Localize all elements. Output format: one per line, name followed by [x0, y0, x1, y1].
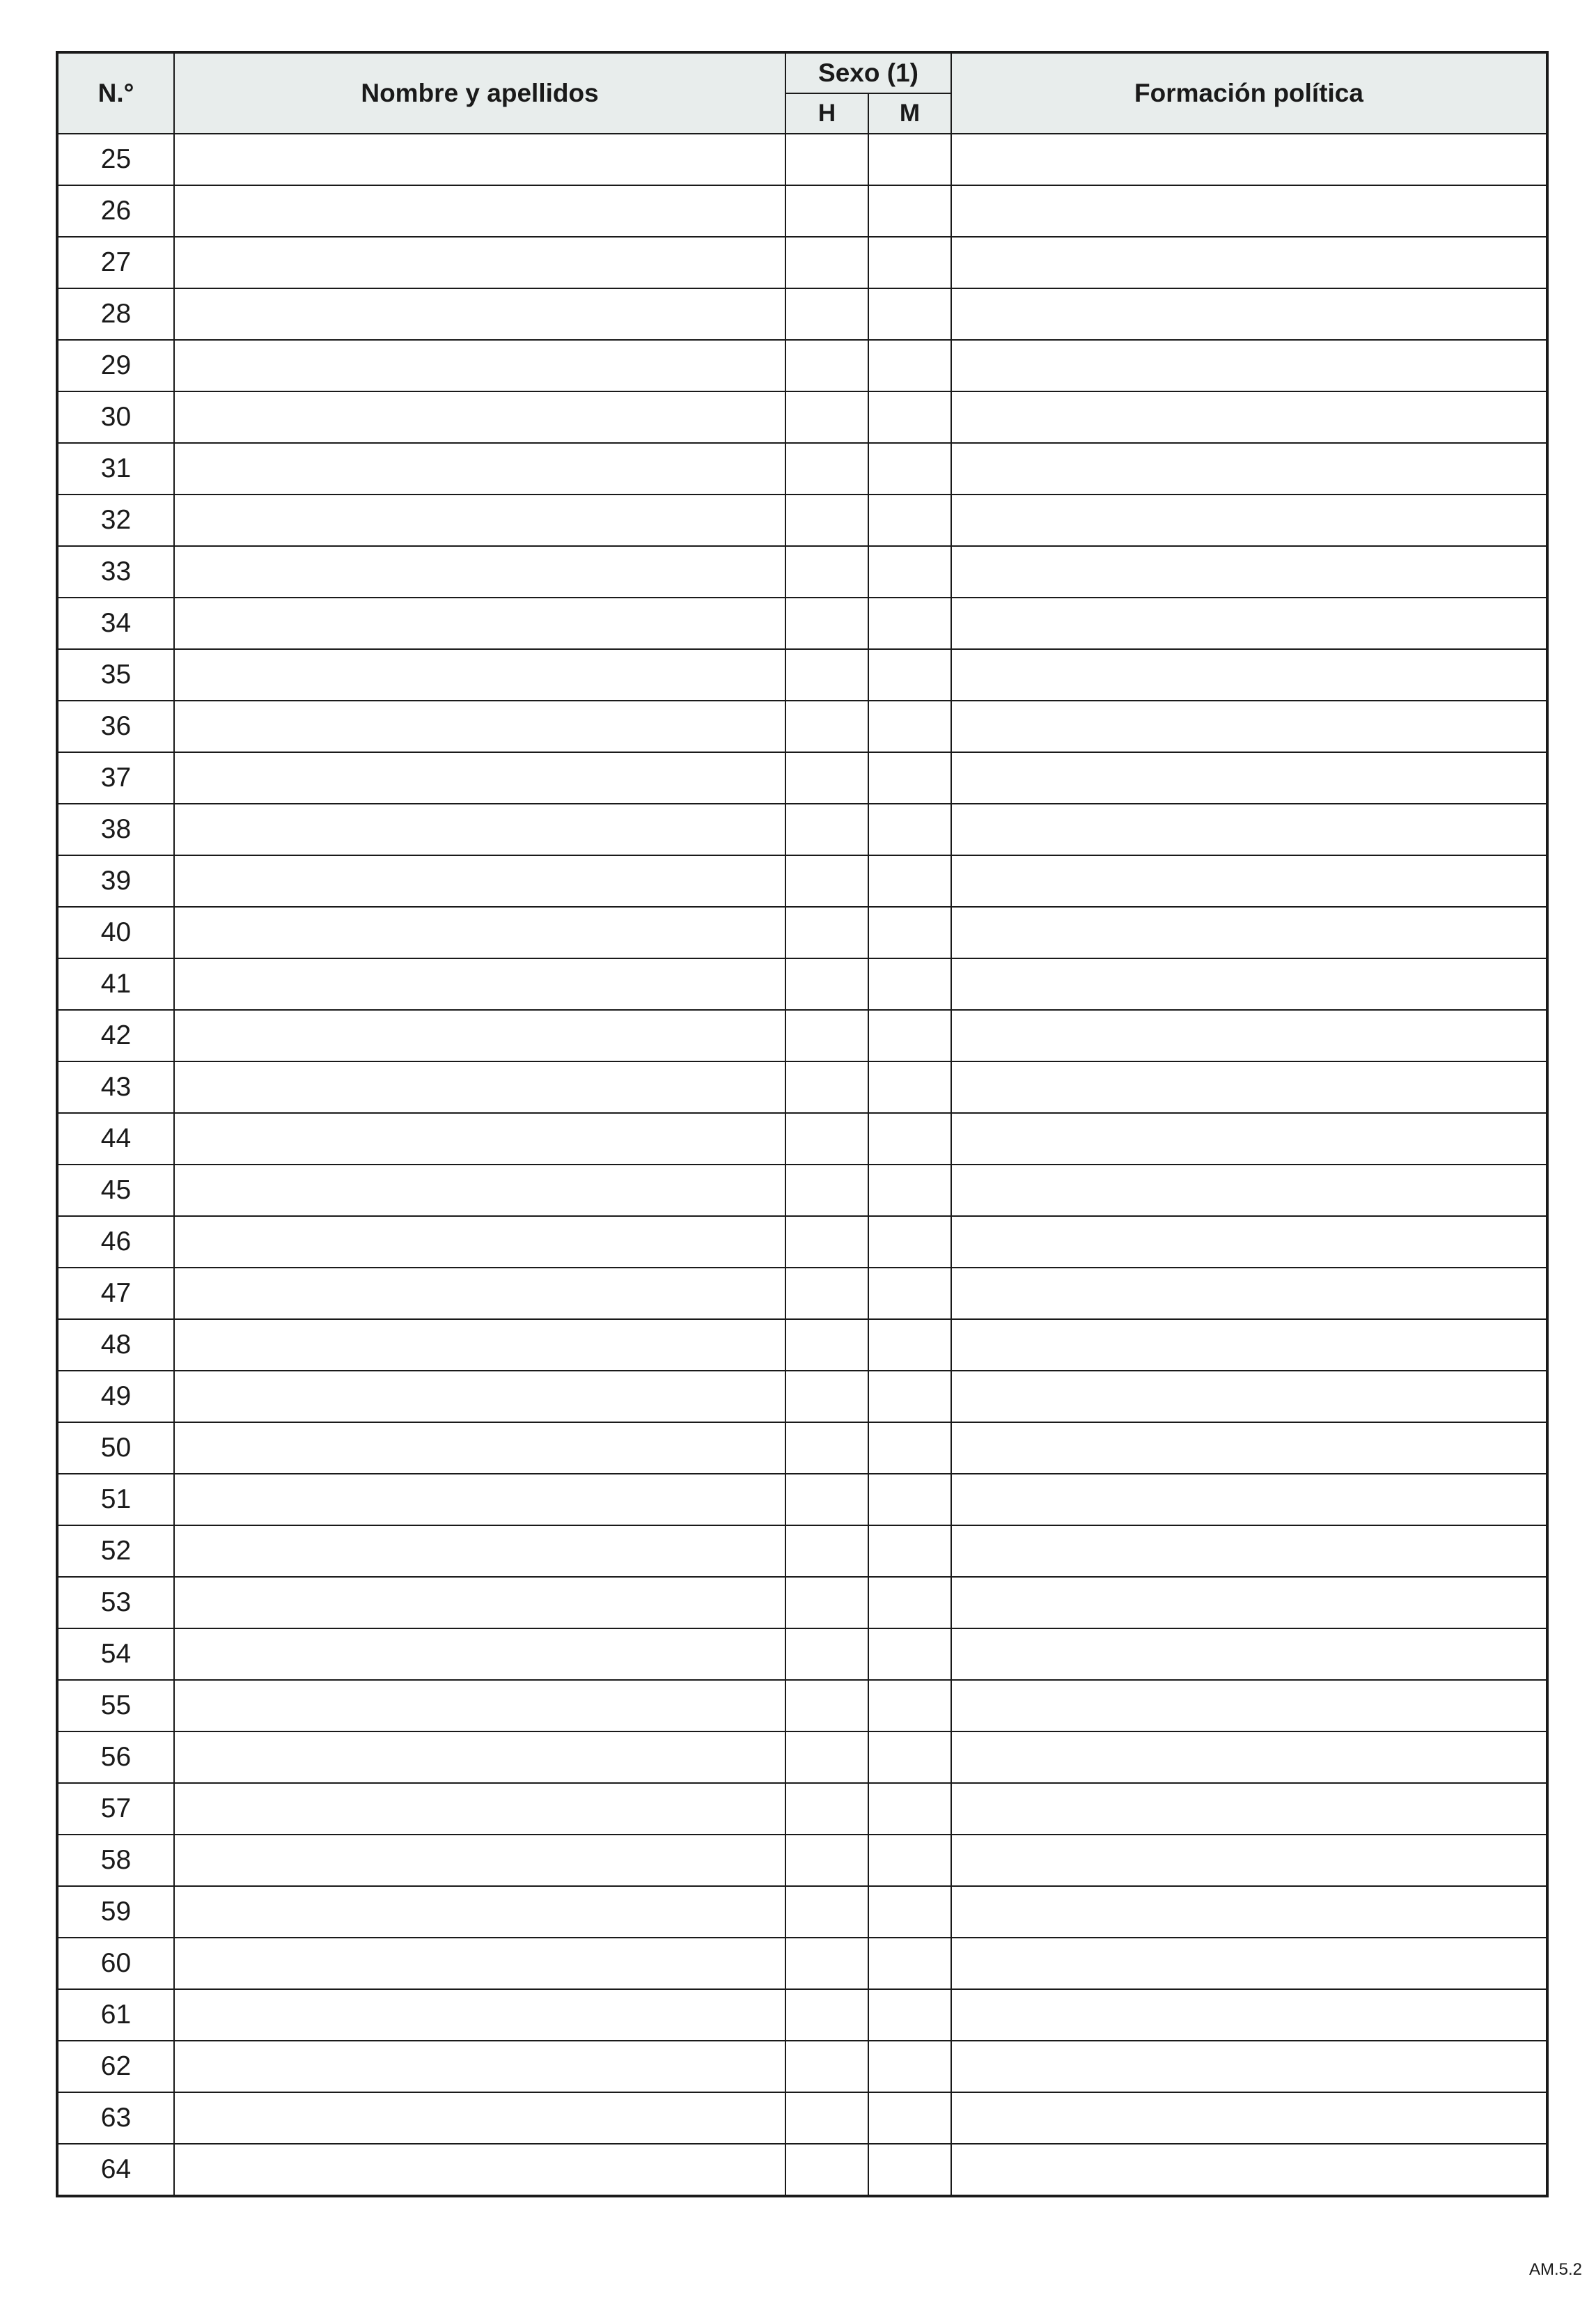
sex-m-cell[interactable] — [868, 443, 951, 495]
party-cell[interactable] — [951, 701, 1547, 752]
sex-h-cell[interactable] — [785, 1731, 868, 1783]
table-row — [57, 2092, 1547, 2144]
sex-m-cell[interactable] — [868, 1371, 951, 1422]
sex-h-cell[interactable] — [785, 1319, 868, 1371]
row-number: 47 — [57, 1268, 174, 1319]
table-row — [57, 1113, 1547, 1165]
sex-h-cell[interactable] — [785, 1680, 868, 1731]
party-cell[interactable] — [951, 598, 1547, 649]
sex-m-cell[interactable] — [868, 1268, 951, 1319]
party-cell[interactable] — [951, 907, 1547, 958]
table-row — [57, 804, 1547, 855]
row-number: 48 — [57, 1319, 174, 1371]
row-number: 51 — [57, 1474, 174, 1525]
name-cell[interactable] — [174, 495, 785, 546]
sex-h-cell[interactable] — [785, 340, 868, 391]
table-row — [57, 443, 1547, 495]
party-cell[interactable] — [951, 134, 1547, 185]
table-body — [57, 134, 1547, 2196]
party-cell[interactable] — [951, 1268, 1547, 1319]
sex-m-cell[interactable] — [868, 1731, 951, 1783]
sex-h-cell[interactable] — [785, 1010, 868, 1061]
row-number: 64 — [57, 2144, 174, 2196]
party-cell[interactable] — [951, 1577, 1547, 1628]
row-number: 34 — [57, 598, 174, 649]
row-number: 42 — [57, 1010, 174, 1061]
sex-m-cell[interactable] — [868, 958, 951, 1010]
party-cell[interactable] — [951, 1474, 1547, 1525]
name-cell[interactable] — [174, 237, 785, 288]
row-number: 30 — [57, 391, 174, 443]
table-row — [57, 1474, 1547, 1525]
sex-h-cell[interactable] — [785, 2092, 868, 2144]
table-row — [57, 855, 1547, 907]
sex-m-cell[interactable] — [868, 1319, 951, 1371]
sex-h-cell[interactable] — [785, 598, 868, 649]
row-number: 57 — [57, 1783, 174, 1835]
table-row — [57, 1938, 1547, 1989]
row-number: 28 — [57, 288, 174, 340]
name-cell[interactable] — [174, 804, 785, 855]
table-row — [57, 1422, 1547, 1474]
row-number: 43 — [57, 1061, 174, 1113]
sex-m-cell[interactable] — [868, 495, 951, 546]
row-number: 31 — [57, 443, 174, 495]
party-cell[interactable] — [951, 1938, 1547, 1989]
party-cell[interactable] — [951, 2092, 1547, 2144]
sex-m-cell[interactable] — [868, 804, 951, 855]
name-cell[interactable] — [174, 649, 785, 701]
sex-m-cell[interactable] — [868, 185, 951, 237]
sex-h-cell[interactable] — [785, 958, 868, 1010]
party-cell[interactable] — [951, 1731, 1547, 1783]
name-cell[interactable] — [174, 2144, 785, 2196]
sex-h-cell[interactable] — [785, 1474, 868, 1525]
header-sex-m: M — [868, 93, 951, 134]
name-cell[interactable] — [174, 1731, 785, 1783]
sex-m-cell[interactable] — [868, 1165, 951, 1216]
row-number: 63 — [57, 2092, 174, 2144]
row-number: 37 — [57, 752, 174, 804]
party-cell[interactable] — [951, 752, 1547, 804]
sex-m-cell[interactable] — [868, 2144, 951, 2196]
name-cell[interactable] — [174, 2041, 785, 2092]
row-number: 38 — [57, 804, 174, 855]
sex-h-cell[interactable] — [785, 237, 868, 288]
sex-m-cell[interactable] — [868, 1422, 951, 1474]
sex-m-cell[interactable] — [868, 1989, 951, 2041]
name-cell[interactable] — [174, 1783, 785, 1835]
sex-h-cell[interactable] — [785, 546, 868, 598]
form-code: AM.5.2 — [1528, 2260, 1582, 2279]
table-row — [57, 2144, 1547, 2196]
row-number: 62 — [57, 2041, 174, 2092]
party-cell[interactable] — [951, 2041, 1547, 2092]
party-cell[interactable] — [951, 1628, 1547, 1680]
row-number: 26 — [57, 185, 174, 237]
sex-h-cell[interactable] — [785, 1938, 868, 1989]
sex-h-cell[interactable] — [785, 443, 868, 495]
table-row — [57, 134, 1547, 185]
row-number: 29 — [57, 340, 174, 391]
table-row — [57, 237, 1547, 288]
row-number: 33 — [57, 546, 174, 598]
sex-m-cell[interactable] — [868, 598, 951, 649]
table-row — [57, 1165, 1547, 1216]
name-cell[interactable] — [174, 1835, 785, 1886]
table-row — [57, 1680, 1547, 1731]
table-row — [57, 546, 1547, 598]
name-cell[interactable] — [174, 288, 785, 340]
name-cell[interactable] — [174, 1886, 785, 1938]
party-cell[interactable] — [951, 1165, 1547, 1216]
row-number: 32 — [57, 495, 174, 546]
name-cell[interactable] — [174, 1525, 785, 1577]
party-cell[interactable] — [951, 2144, 1547, 2196]
sex-m-cell[interactable] — [868, 1938, 951, 1989]
row-number: 25 — [57, 134, 174, 185]
sex-h-cell[interactable] — [785, 1268, 868, 1319]
row-number: 58 — [57, 1835, 174, 1886]
table-row — [57, 1371, 1547, 1422]
header-sex-h: H — [785, 93, 868, 134]
table-row — [57, 1886, 1547, 1938]
sex-m-cell[interactable] — [868, 907, 951, 958]
row-number: 59 — [57, 1886, 174, 1938]
row-number: 46 — [57, 1216, 174, 1268]
sex-h-cell[interactable] — [785, 1577, 868, 1628]
table-row — [57, 1628, 1547, 1680]
table-row — [57, 598, 1547, 649]
party-cell[interactable] — [951, 1680, 1547, 1731]
row-number: 61 — [57, 1989, 174, 2041]
party-cell[interactable] — [951, 1010, 1547, 1061]
name-cell[interactable] — [174, 598, 785, 649]
table-row — [57, 1525, 1547, 1577]
sex-h-cell[interactable] — [785, 1216, 868, 1268]
sex-m-cell[interactable] — [868, 1474, 951, 1525]
sex-m-cell[interactable] — [868, 1783, 951, 1835]
sex-m-cell[interactable] — [868, 1113, 951, 1165]
name-cell[interactable] — [174, 185, 785, 237]
party-cell[interactable] — [951, 1061, 1547, 1113]
party-cell[interactable] — [951, 1886, 1547, 1938]
name-cell[interactable] — [174, 1577, 785, 1628]
party-cell[interactable] — [951, 1525, 1547, 1577]
party-cell[interactable] — [951, 237, 1547, 288]
name-cell[interactable] — [174, 2092, 785, 2144]
name-cell[interactable] — [174, 1371, 785, 1422]
party-cell[interactable] — [951, 855, 1547, 907]
party-cell[interactable] — [951, 1422, 1547, 1474]
sex-h-cell[interactable] — [785, 391, 868, 443]
name-cell[interactable] — [174, 1989, 785, 2041]
sex-h-cell[interactable] — [785, 1113, 868, 1165]
sex-h-cell[interactable] — [785, 752, 868, 804]
name-cell[interactable] — [174, 546, 785, 598]
sex-m-cell[interactable] — [868, 391, 951, 443]
table-row — [57, 1989, 1547, 2041]
party-cell[interactable] — [951, 288, 1547, 340]
table-row — [57, 701, 1547, 752]
sex-h-cell[interactable] — [785, 855, 868, 907]
sex-h-cell[interactable] — [785, 1835, 868, 1886]
header-party: Formación política — [951, 52, 1547, 134]
sex-m-cell[interactable] — [868, 2041, 951, 2092]
header-name: Nombre y apellidos — [174, 52, 785, 134]
row-number: 41 — [57, 958, 174, 1010]
name-cell[interactable] — [174, 1010, 785, 1061]
table-row — [57, 1061, 1547, 1113]
party-cell[interactable] — [951, 1113, 1547, 1165]
row-number: 45 — [57, 1165, 174, 1216]
name-cell[interactable] — [174, 134, 785, 185]
table-row — [57, 1010, 1547, 1061]
sex-m-cell[interactable] — [868, 1525, 951, 1577]
table-row — [57, 958, 1547, 1010]
sex-m-cell[interactable] — [868, 1061, 951, 1113]
table-row — [57, 1216, 1547, 1268]
sex-h-cell[interactable] — [785, 2144, 868, 2196]
sex-h-cell[interactable] — [785, 185, 868, 237]
table-row — [57, 649, 1547, 701]
sex-m-cell[interactable] — [868, 1886, 951, 1938]
sex-m-cell[interactable] — [868, 1680, 951, 1731]
sex-m-cell[interactable] — [868, 1216, 951, 1268]
header-number: N.° — [57, 52, 174, 134]
sex-h-cell[interactable] — [785, 701, 868, 752]
party-cell[interactable] — [951, 391, 1547, 443]
sex-h-cell[interactable] — [785, 134, 868, 185]
sex-m-cell[interactable] — [868, 1577, 951, 1628]
party-cell[interactable] — [951, 1783, 1547, 1835]
row-number: 49 — [57, 1371, 174, 1422]
name-cell[interactable] — [174, 1216, 785, 1268]
party-cell[interactable] — [951, 804, 1547, 855]
name-cell[interactable] — [174, 701, 785, 752]
name-cell[interactable] — [174, 907, 785, 958]
sex-m-cell[interactable] — [868, 2092, 951, 2144]
name-cell[interactable] — [174, 1938, 785, 1989]
row-number: 50 — [57, 1422, 174, 1474]
table-row — [57, 1319, 1547, 1371]
party-cell[interactable] — [951, 443, 1547, 495]
sex-m-cell[interactable] — [868, 1010, 951, 1061]
row-number: 35 — [57, 649, 174, 701]
row-number: 36 — [57, 701, 174, 752]
header-row-top — [57, 52, 1547, 93]
row-number: 40 — [57, 907, 174, 958]
table-row — [57, 1577, 1547, 1628]
table-row — [57, 185, 1547, 237]
name-cell[interactable] — [174, 1165, 785, 1216]
table-row — [57, 288, 1547, 340]
party-cell[interactable] — [951, 185, 1547, 237]
party-cell[interactable] — [951, 340, 1547, 391]
candidate-table — [56, 51, 1549, 2197]
sex-m-cell[interactable] — [868, 288, 951, 340]
table-row — [57, 907, 1547, 958]
table-row — [57, 2041, 1547, 2092]
sex-h-cell[interactable] — [785, 907, 868, 958]
party-cell[interactable] — [951, 1216, 1547, 1268]
party-cell[interactable] — [951, 958, 1547, 1010]
row-number: 44 — [57, 1113, 174, 1165]
sex-h-cell[interactable] — [785, 804, 868, 855]
table-row — [57, 495, 1547, 546]
table-row — [57, 1783, 1547, 1835]
row-number: 53 — [57, 1577, 174, 1628]
sex-h-cell[interactable] — [785, 1783, 868, 1835]
sex-h-cell[interactable] — [785, 1525, 868, 1577]
name-cell[interactable] — [174, 958, 785, 1010]
table-row — [57, 1731, 1547, 1783]
sex-m-cell[interactable] — [868, 340, 951, 391]
sex-m-cell[interactable] — [868, 546, 951, 598]
header-sex: Sexo (1) — [785, 52, 951, 93]
name-cell[interactable] — [174, 1061, 785, 1113]
sex-m-cell[interactable] — [868, 1628, 951, 1680]
sex-h-cell[interactable] — [785, 1422, 868, 1474]
party-cell[interactable] — [951, 649, 1547, 701]
table-header — [57, 52, 1547, 134]
name-cell[interactable] — [174, 1268, 785, 1319]
sex-m-cell[interactable] — [868, 752, 951, 804]
sex-m-cell[interactable] — [868, 134, 951, 185]
name-cell[interactable] — [174, 443, 785, 495]
name-cell[interactable] — [174, 1113, 785, 1165]
table-row — [57, 391, 1547, 443]
sex-h-cell[interactable] — [785, 1989, 868, 2041]
sex-m-cell[interactable] — [868, 1835, 951, 1886]
party-cell[interactable] — [951, 1319, 1547, 1371]
table-row — [57, 340, 1547, 391]
sex-h-cell[interactable] — [785, 288, 868, 340]
sex-m-cell[interactable] — [868, 701, 951, 752]
name-cell[interactable] — [174, 855, 785, 907]
name-cell[interactable] — [174, 752, 785, 804]
row-number: 54 — [57, 1628, 174, 1680]
name-cell[interactable] — [174, 1680, 785, 1731]
sex-h-cell[interactable] — [785, 1061, 868, 1113]
row-number: 52 — [57, 1525, 174, 1577]
row-number: 27 — [57, 237, 174, 288]
party-cell[interactable] — [951, 1835, 1547, 1886]
row-number: 60 — [57, 1938, 174, 1989]
sex-m-cell[interactable] — [868, 649, 951, 701]
sex-h-cell[interactable] — [785, 649, 868, 701]
sex-m-cell[interactable] — [868, 855, 951, 907]
party-cell[interactable] — [951, 495, 1547, 546]
name-cell[interactable] — [174, 1319, 785, 1371]
sex-h-cell[interactable] — [785, 1165, 868, 1216]
sex-h-cell[interactable] — [785, 495, 868, 546]
sex-h-cell[interactable] — [785, 2041, 868, 2092]
name-cell[interactable] — [174, 340, 785, 391]
party-cell[interactable] — [951, 1371, 1547, 1422]
sex-h-cell[interactable] — [785, 1628, 868, 1680]
name-cell[interactable] — [174, 1474, 785, 1525]
sex-h-cell[interactable] — [785, 1371, 868, 1422]
table-row — [57, 752, 1547, 804]
row-number: 55 — [57, 1680, 174, 1731]
name-cell[interactable] — [174, 1422, 785, 1474]
row-number: 39 — [57, 855, 174, 907]
party-cell[interactable] — [951, 546, 1547, 598]
sex-m-cell[interactable] — [868, 237, 951, 288]
name-cell[interactable] — [174, 391, 785, 443]
table-row — [57, 1835, 1547, 1886]
party-cell[interactable] — [951, 1989, 1547, 2041]
row-number: 56 — [57, 1731, 174, 1783]
table-row — [57, 1268, 1547, 1319]
sex-h-cell[interactable] — [785, 1886, 868, 1938]
name-cell[interactable] — [174, 1628, 785, 1680]
